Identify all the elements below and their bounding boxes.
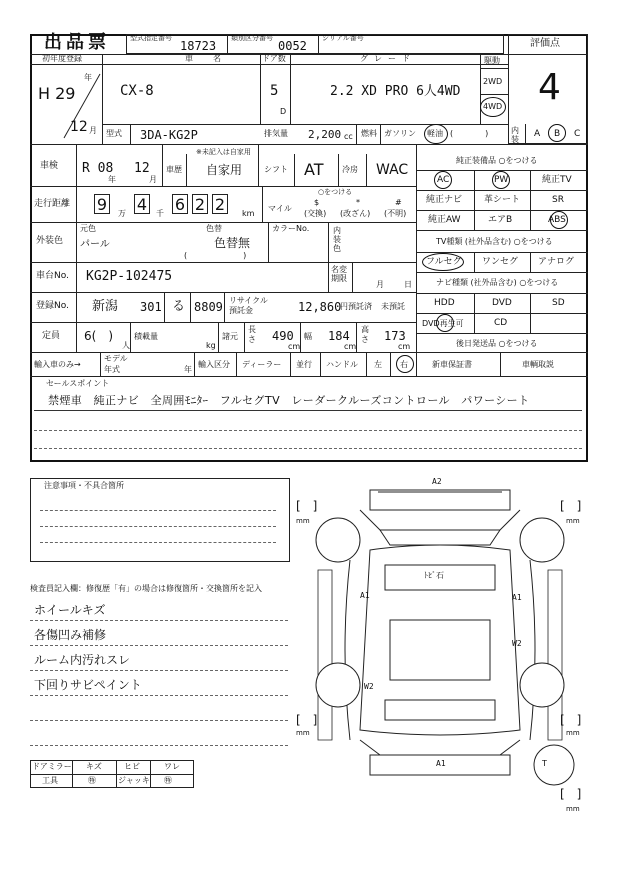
- tire-bracket-spare: [ ]: [560, 787, 582, 801]
- mileage-km-unit: km: [242, 209, 255, 218]
- tv-fullseg: フルセグ: [426, 257, 462, 267]
- color-now-label: 色替: [206, 224, 222, 233]
- usage-value: 自家用: [206, 163, 243, 177]
- mileage-sen-unit: 千: [156, 209, 164, 218]
- score-value: 4: [538, 67, 561, 108]
- tire-bracket-rr: [ ]: [560, 713, 582, 727]
- mileage-digits: [80, 188, 260, 220]
- missing-tools-mark: ㊕: [88, 776, 96, 785]
- capacity-unit: 人: [122, 341, 130, 350]
- navi-header: ナビ種類 (社外品含む) ○をつける: [436, 278, 559, 287]
- color-paren: ( ): [184, 251, 247, 260]
- mileage-digit: 4: [134, 194, 150, 214]
- missing-jack-label: ジャッキ: [118, 776, 150, 785]
- name-change-day: 日: [404, 280, 412, 289]
- tire-unit-rr: mm: [566, 729, 580, 737]
- tv-oneseg: ワンセグ: [482, 257, 519, 267]
- equip-leather: 革シート: [484, 195, 521, 205]
- fuel-diesel-circle: [424, 124, 448, 144]
- displacement-unit: cc: [344, 132, 353, 141]
- missing-header-scratch: キズ: [86, 762, 102, 771]
- wheel-front-left: [316, 518, 360, 562]
- tire-bracket-fl: [ ]: [296, 499, 318, 513]
- drive-2wd: 2WD: [483, 77, 503, 86]
- plate-label: 登録No.: [36, 301, 69, 311]
- usage-label: 車歴: [166, 165, 182, 174]
- equip-pw-circle: [492, 171, 510, 189]
- damage-mark-w2-left: W2: [364, 682, 374, 691]
- name-change-label: 名変期限: [331, 265, 347, 283]
- drive-4wd-circle: [480, 97, 506, 117]
- interior-color-label: 内装色: [333, 226, 341, 253]
- name-change-month: 月: [376, 280, 384, 289]
- equip-abs-circle: [550, 211, 568, 229]
- fuel-paren: ( ): [450, 129, 489, 138]
- meter-opt3: (不明): [384, 209, 407, 218]
- wheel-rear-left: [316, 663, 360, 707]
- drive-4wd: 4WD: [483, 102, 503, 111]
- type-value: 18723: [180, 39, 217, 53]
- mileage-digit: 2: [212, 194, 228, 214]
- tv-fullseg-circle: [422, 253, 464, 271]
- car-name-value: CX-8: [120, 83, 154, 99]
- handle-right-circle: [396, 355, 414, 373]
- missing-tools-label: 工具: [42, 776, 58, 785]
- type-label: 型式指定番号: [130, 34, 172, 42]
- equip-tv: 純正TV: [542, 175, 572, 185]
- notes-title: 注意事項・不具合箇所: [44, 481, 124, 490]
- interior-b-circle: [548, 124, 566, 142]
- car-name-label: 車名: [185, 54, 241, 63]
- first-reg-year-unit: 年: [84, 73, 92, 82]
- plate-kana: る: [172, 299, 186, 314]
- score-label: 評価点: [530, 38, 560, 49]
- height-unit: cm: [398, 342, 411, 351]
- interior-c: C: [574, 129, 581, 139]
- color-orig-value: パール: [80, 239, 110, 250]
- ac-label: 冷房: [342, 165, 358, 174]
- import-label: 輸入車のみ→: [34, 360, 81, 369]
- plate-region: 新潟: [92, 299, 119, 314]
- interior-b: B: [554, 129, 561, 139]
- equip-pw: PW: [494, 175, 509, 185]
- load-label: 積載量: [134, 332, 158, 341]
- colorno-label: カラーNo.: [272, 224, 310, 233]
- inspection-label: 車検: [40, 161, 59, 171]
- width-unit: cm: [344, 342, 357, 351]
- damage-mark-chip: ﾄﾋﾞ石: [424, 571, 444, 580]
- notes-box: [30, 478, 290, 562]
- mileage-digit: 6: [172, 194, 188, 214]
- meter-opt1-top: $: [314, 198, 320, 207]
- color-now-value: 色替無: [214, 236, 251, 250]
- width-label: 幅: [304, 332, 312, 341]
- recycle-unit: 円預託済: [340, 302, 372, 311]
- door-value: 5: [270, 83, 279, 99]
- tire-unit-fl: mm: [296, 517, 310, 525]
- model-value: 3DA-KG2P: [140, 128, 198, 142]
- handle-right: 右: [400, 360, 408, 369]
- damage-mark-a1-right: A1: [512, 593, 522, 602]
- genuine-header: 純正装備品 ○をつける: [456, 156, 538, 165]
- dims-label: 諸元: [222, 332, 238, 341]
- first-reg-month-unit: 月: [89, 126, 97, 135]
- width-value: 184: [328, 329, 350, 343]
- model-year-unit: 年: [184, 365, 192, 374]
- damage-mark-a2: A2: [432, 477, 442, 486]
- equip-abs: ABS: [548, 215, 566, 225]
- recycle-label: リサイクル預託金: [229, 296, 268, 315]
- wheel-rear-right: [520, 663, 564, 707]
- note-line-3: ルーム内汚れスレ: [34, 653, 131, 667]
- parallel-option: 並行: [296, 360, 312, 369]
- spare-tire-label: T: [542, 759, 547, 768]
- fuel-diesel: 軽油: [427, 129, 443, 138]
- inspection-year: R 08: [82, 161, 114, 176]
- load-unit: kg: [206, 341, 216, 350]
- equip-navi: 純正ナビ: [426, 195, 463, 205]
- inspector-note: 検査員記入欄：修復歴「有」の場合は修復箇所・交換箇所を記入: [30, 584, 262, 593]
- drive-label: 駆動: [484, 56, 500, 65]
- interior-label: 内装: [511, 126, 519, 144]
- mileage-man-unit: 万: [118, 209, 126, 218]
- length-value: 490: [272, 329, 294, 343]
- equip-ac: AC: [437, 175, 450, 185]
- shift-label: シフト: [264, 165, 288, 174]
- equip-ac-circle: [434, 171, 452, 189]
- wheel-spare: [534, 745, 574, 785]
- equip-aw: 純正AW: [428, 215, 461, 225]
- length-unit: cm: [288, 342, 301, 351]
- inspection-month: 12: [134, 161, 150, 176]
- sales-text: 禁煙車 純正ナビ 全周囲ﾓﾆﾀｰ フルセグTV レーダークルーズコントロール パワーシート: [48, 394, 530, 407]
- fuel-label: 燃料: [361, 129, 377, 138]
- model-label: 型式: [106, 129, 122, 138]
- shift-value: AT: [304, 160, 324, 179]
- recycle-value: 12,860: [298, 300, 342, 314]
- equip-sr: SR: [552, 195, 564, 205]
- height-label: 高さ: [361, 325, 369, 344]
- sales-label: セールスポイント: [46, 379, 110, 388]
- plate-number: 8809: [194, 300, 223, 314]
- length-label: 長さ: [248, 325, 256, 344]
- note-line-4: 下回りサビペイント: [34, 678, 142, 692]
- vin-value: KG2P-102475: [86, 269, 173, 284]
- class-label: 類別区分番号: [231, 34, 273, 42]
- meter-label: マイル: [268, 204, 292, 213]
- door-label: ドア数: [262, 54, 286, 63]
- navi-dvd: DVD: [492, 298, 512, 308]
- navi-cd: CD: [494, 318, 508, 328]
- damage-mark-w2-right: W2: [512, 639, 522, 648]
- displacement-value: 2,200: [308, 128, 342, 141]
- model-year-label: モデル年式: [104, 354, 128, 374]
- interior-a: A: [534, 129, 541, 139]
- inspection-month-unit: 月: [149, 175, 157, 184]
- ac-value: WAC: [376, 162, 409, 178]
- grade-label: グレード: [360, 54, 416, 63]
- capacity-value: 6( ): [84, 329, 113, 343]
- handle-left: 左: [374, 360, 382, 369]
- tire-unit-fr: mm: [566, 517, 580, 525]
- tire-bracket-fr: [ ]: [560, 499, 582, 513]
- missing-header-break: ワレ: [164, 762, 180, 771]
- damage-mark-a1-left: A1: [360, 591, 370, 600]
- displacement-label: 排気量: [264, 129, 288, 138]
- note-line-2: 各傷凹み補修: [34, 628, 107, 642]
- meter-opt3-top: #: [395, 198, 402, 207]
- missing-header-crack: ヒビ: [124, 762, 140, 771]
- equip-airbag: エアB: [488, 215, 513, 225]
- class-value: 0052: [278, 39, 307, 53]
- tire-bracket-rl: [ ]: [296, 713, 318, 727]
- tire-unit-rl: mm: [296, 729, 310, 737]
- plate-class: 301: [140, 300, 162, 314]
- serial-label: シリアル番号: [322, 34, 364, 42]
- missing-jack-mark: ㊕: [164, 776, 172, 785]
- handle-label: ハンドル: [326, 360, 358, 369]
- missing-header-mirror: ドアミラー: [32, 762, 72, 771]
- fuel-gasoline: ガソリン: [384, 129, 416, 138]
- dealer-option: ディーラー: [242, 360, 282, 369]
- door-code: D: [280, 107, 287, 116]
- navi-hdd: HDD: [434, 298, 455, 308]
- grade-value: 2.2 XD PRO 6人4WD: [330, 84, 461, 99]
- color-label: 外装色: [36, 236, 64, 246]
- mileage-digit: 2: [192, 194, 208, 214]
- meter-note: ○をつける: [318, 188, 353, 196]
- import-class-label: 輸入区分: [198, 360, 230, 369]
- wheel-front-right: [520, 518, 564, 562]
- damage-mark-a1-rear: A1: [436, 759, 446, 768]
- tv-analog: アナログ: [538, 257, 575, 267]
- navi-sd: SD: [552, 298, 565, 308]
- mileage-digit: 9: [94, 194, 110, 214]
- note-line-1: ホイールキズ: [34, 603, 106, 617]
- capacity-label: 定員: [42, 331, 61, 341]
- tv-header: TV種類 (社外品含む) ○をつける: [436, 237, 553, 246]
- sheet-title: 出品票: [44, 32, 110, 53]
- navi-dvd-play-circle: [436, 314, 454, 332]
- navi-dvd-play: DVD再生可: [422, 319, 464, 328]
- usage-note: ※未記入は自家用: [196, 148, 251, 156]
- meter-opt2-top: *: [356, 198, 360, 207]
- tire-unit-spare: mm: [566, 805, 580, 813]
- height-value: 173: [384, 329, 406, 343]
- color-orig-label: 元色: [80, 224, 96, 233]
- recycle-unpaid: 未預託: [381, 302, 405, 311]
- mileage-label: 走行距離: [34, 199, 71, 209]
- meter-opt1: (交換): [304, 209, 327, 218]
- vin-label: 車台No.: [36, 271, 69, 281]
- post-header: 後日発送品 ○をつける: [456, 339, 538, 348]
- post-warranty: 新車保証書: [432, 360, 472, 369]
- first-reg-month: 12: [70, 119, 88, 135]
- inspection-year-unit: 年: [108, 175, 116, 184]
- first-reg-label: 初年度登録: [42, 54, 82, 63]
- meter-opt2: (改ざん): [340, 209, 371, 218]
- post-manual: 車輌取説: [522, 360, 554, 369]
- first-reg-era: H 29: [38, 84, 76, 103]
